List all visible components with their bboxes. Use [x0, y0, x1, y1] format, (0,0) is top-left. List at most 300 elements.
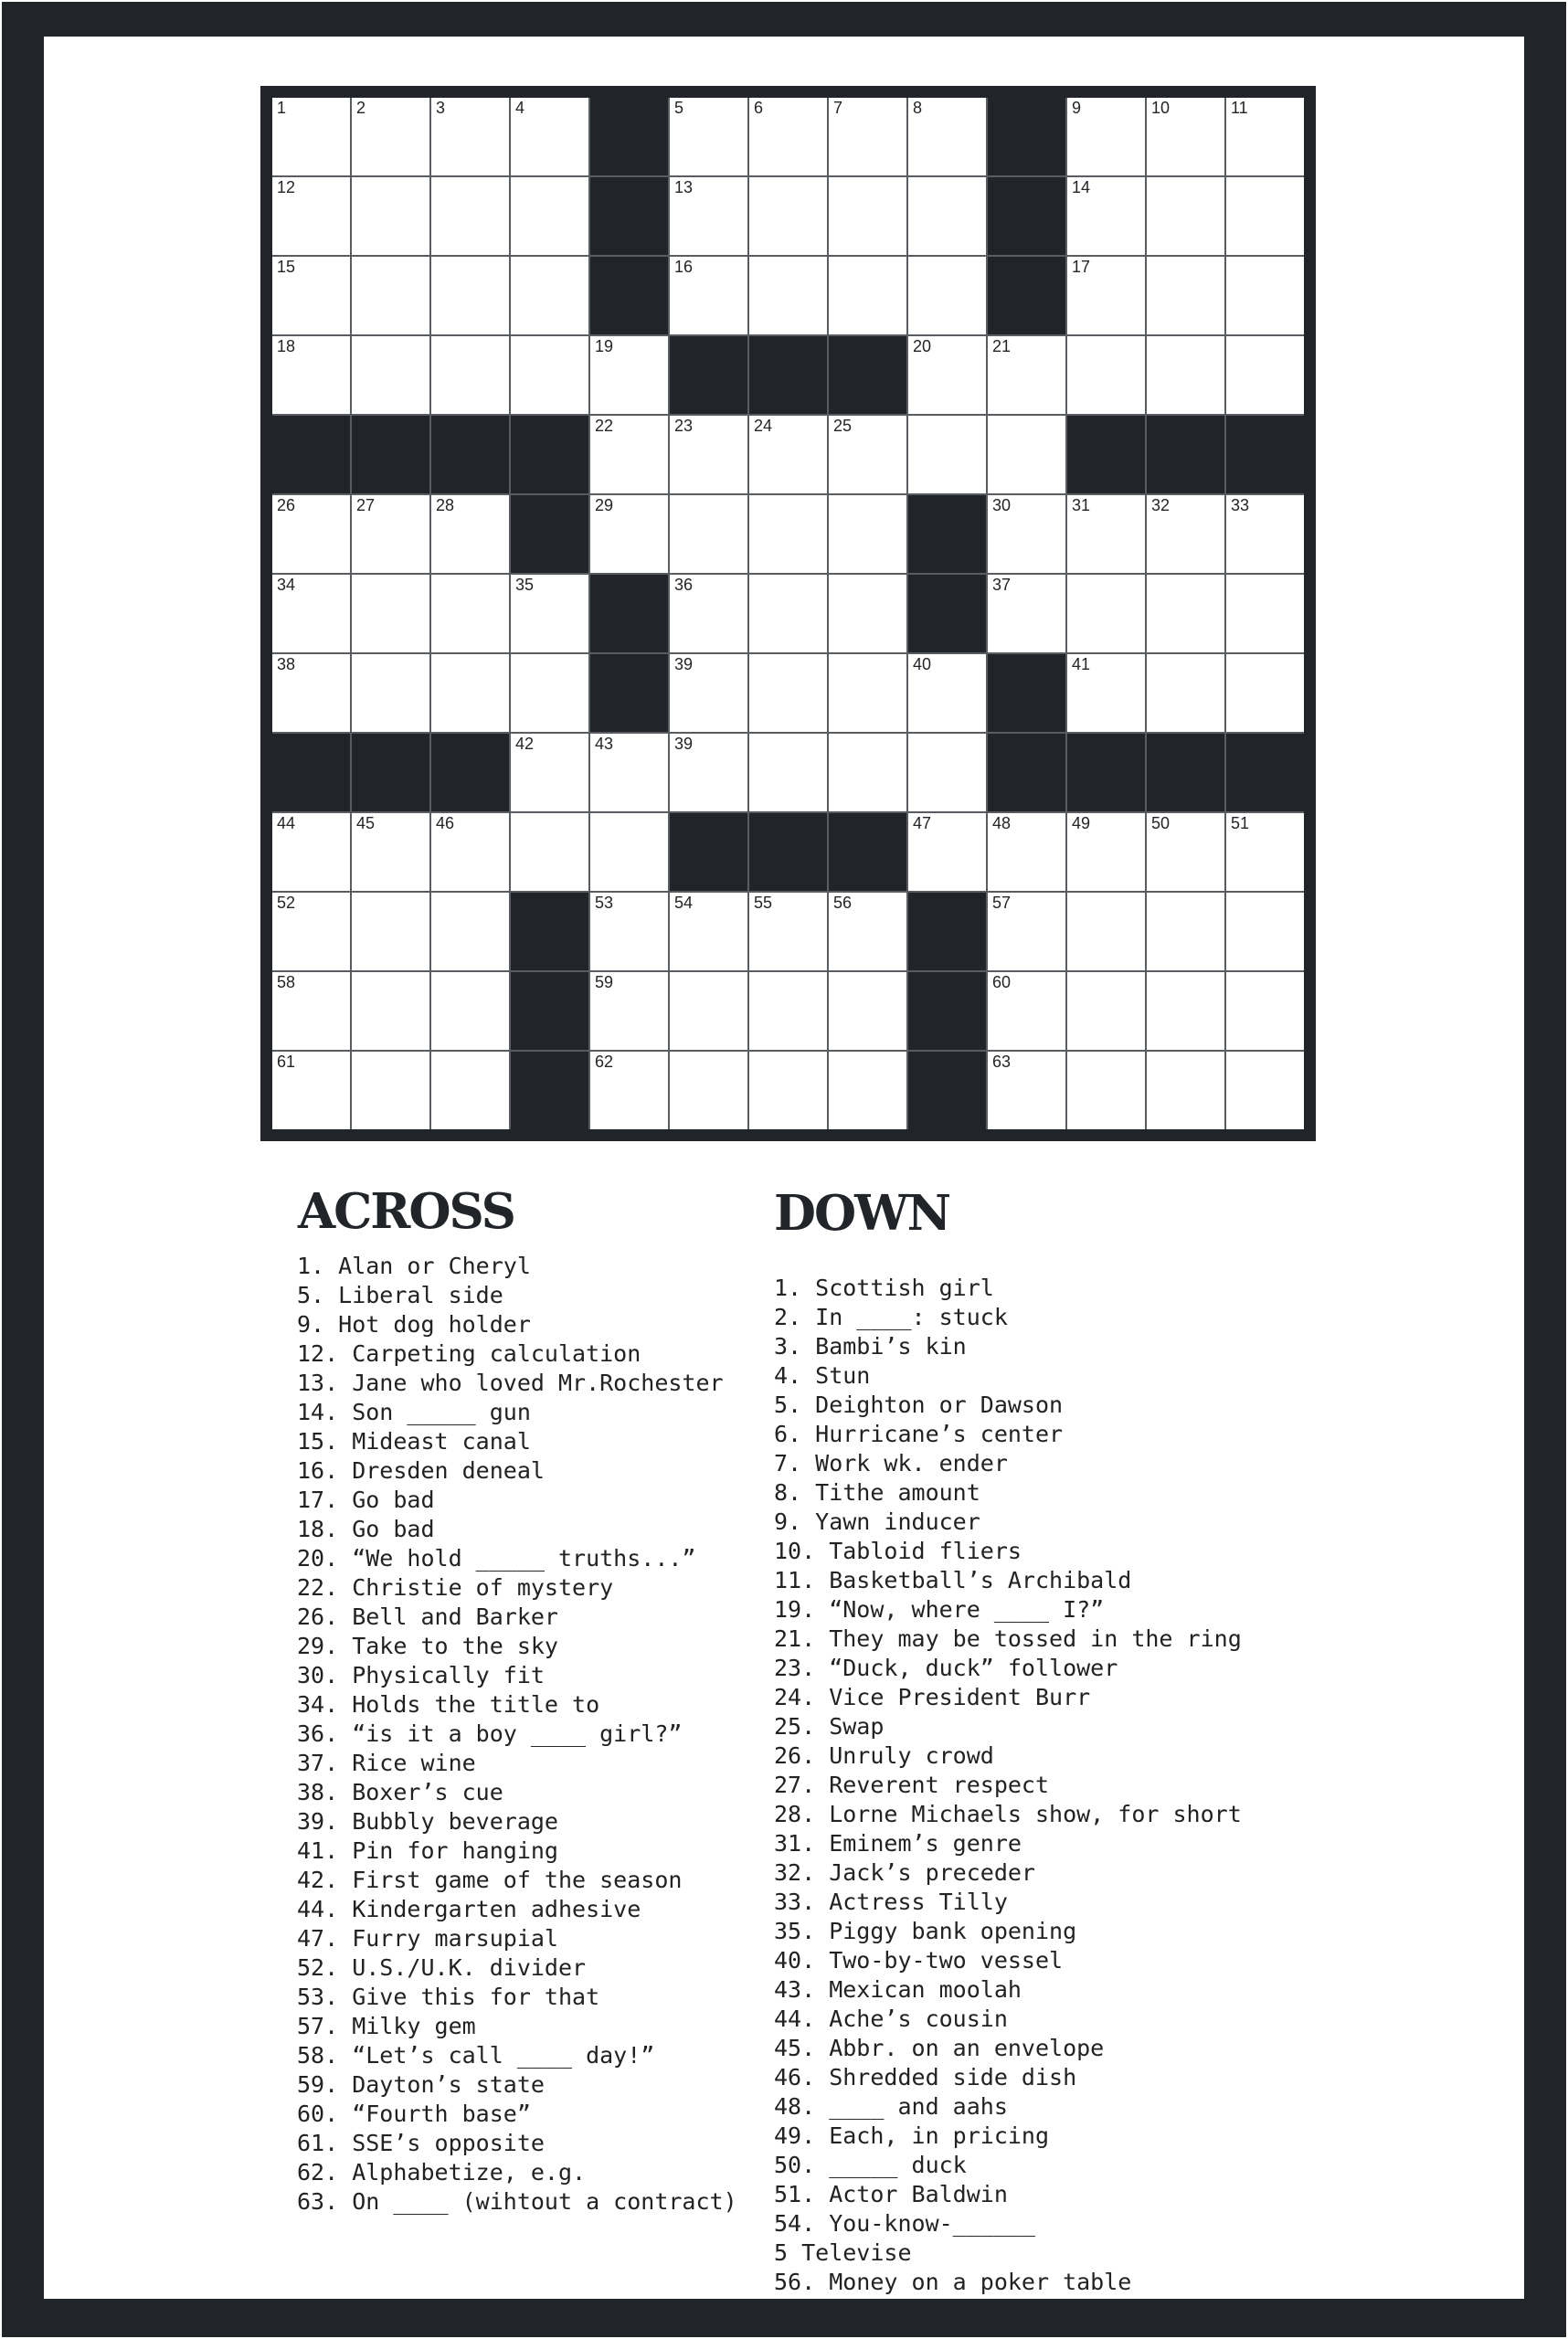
clue-line: 12. Carpeting calculation [297, 1340, 641, 1367]
grid-cell[interactable] [829, 495, 906, 573]
cell-number: 57 [992, 894, 1012, 912]
cell-number: 29 [595, 496, 614, 514]
cell-number: 59 [595, 973, 614, 991]
grid-cell[interactable] [1226, 336, 1304, 414]
grid-cell[interactable] [829, 1052, 906, 1129]
cell-number: 20 [913, 337, 932, 355]
grid-cell[interactable] [352, 893, 429, 970]
grid-cell[interactable] [590, 893, 668, 970]
grid-cell[interactable] [352, 495, 429, 573]
cell-number: 15 [277, 258, 296, 276]
clue-line: 25. Swap [774, 1713, 885, 1740]
clue-line: 5 Televise [774, 2239, 912, 2266]
black-cell [908, 972, 986, 1050]
grid-cell[interactable] [1147, 813, 1224, 891]
black-cell [590, 98, 668, 175]
down-title: DOWN [774, 1185, 950, 1242]
grid-cell[interactable] [272, 98, 350, 175]
cell-number: 54 [674, 894, 694, 912]
grid-cell[interactable] [829, 257, 906, 334]
grid-cell[interactable] [1226, 813, 1304, 891]
grid-cell[interactable] [670, 416, 747, 493]
clue-line: 34. Holds the title to [297, 1691, 600, 1718]
grid-cell[interactable] [749, 1052, 827, 1129]
cell-number: 38 [277, 655, 296, 673]
clue-line: 61. SSE’s opposite [297, 2130, 545, 2156]
clue-line: 2. In ____: stuck [774, 1304, 1008, 1330]
grid-cell[interactable] [431, 177, 509, 255]
grid-cell[interactable] [1226, 972, 1304, 1050]
cell-number: 23 [674, 417, 694, 435]
cell-number: 12 [277, 178, 296, 196]
clue-line: 54. You-know-______ [774, 2210, 1035, 2237]
grid-cell[interactable] [749, 972, 827, 1050]
clue-line: 32. Jack’s preceder [774, 1859, 1035, 1886]
grid-cell[interactable] [1226, 177, 1304, 255]
grid-cell[interactable] [431, 1052, 509, 1129]
black-cell [1067, 416, 1145, 493]
grid-cell[interactable] [272, 654, 350, 732]
grid-cell[interactable] [670, 98, 747, 175]
grid-cell[interactable] [1147, 972, 1224, 1050]
cell-number: 49 [1072, 814, 1091, 832]
cell-number: 10 [1151, 99, 1171, 117]
clue-line: 19. “Now, where ____ I?” [774, 1596, 1105, 1623]
grid-cell[interactable] [1067, 98, 1145, 175]
grid-cell[interactable] [670, 654, 747, 732]
grid-cell[interactable] [829, 893, 906, 970]
grid-cell[interactable] [1147, 1052, 1224, 1129]
black-cell [829, 336, 906, 414]
grid-cell[interactable] [1226, 575, 1304, 652]
cell-number: 60 [992, 973, 1012, 991]
black-cell [511, 893, 588, 970]
grid-cell[interactable] [352, 1052, 429, 1129]
grid-cell[interactable] [829, 98, 906, 175]
black-cell [590, 575, 668, 652]
grid-cell[interactable] [988, 813, 1065, 891]
grid-cell[interactable] [431, 336, 509, 414]
cell-number: 4 [515, 99, 525, 117]
clue-line: 52. U.S./U.K. divider [297, 1954, 587, 1981]
clue-line: 1. Scottish girl [774, 1275, 994, 1301]
cell-number: 14 [1072, 178, 1091, 196]
cell-number: 11 [1231, 99, 1248, 117]
grid-cell[interactable] [1067, 336, 1145, 414]
grid-cell[interactable] [988, 495, 1065, 573]
grid-cell[interactable] [749, 495, 827, 573]
grid-cell[interactable] [1226, 495, 1304, 573]
cell-number: 51 [1231, 814, 1250, 832]
cell-number: 45 [356, 814, 376, 832]
grid-cell[interactable] [908, 734, 986, 811]
grid-cell[interactable] [511, 734, 588, 811]
clue-line: 21. They may be tossed in the ring [774, 1625, 1242, 1652]
clue-line: 22. Christie of mystery [297, 1574, 614, 1601]
cell-number: 28 [436, 496, 455, 514]
clue-line: 51. Actor Baldwin [774, 2181, 1008, 2207]
cell-number: 40 [913, 655, 932, 673]
grid-cell[interactable] [272, 972, 350, 1050]
grid-cell[interactable] [749, 734, 827, 811]
grid-cell[interactable] [1067, 813, 1145, 891]
clue-line: 57. Milky gem [297, 2013, 476, 2039]
grid-cell[interactable] [670, 177, 747, 255]
grid-cell[interactable] [431, 575, 509, 652]
black-cell [590, 654, 668, 732]
grid-cell[interactable] [908, 416, 986, 493]
grid-cell[interactable] [829, 575, 906, 652]
cell-number: 32 [1151, 496, 1171, 514]
grid-cell[interactable] [829, 177, 906, 255]
clue-line: 7. Work wk. ender [774, 1450, 1008, 1476]
cell-number: 34 [277, 576, 296, 594]
grid-cell[interactable] [988, 575, 1065, 652]
clue-line: 8. Tithe amount [774, 1479, 980, 1506]
black-cell [511, 972, 588, 1050]
grid-cell[interactable] [1226, 1052, 1304, 1129]
cell-number: 31 [1072, 496, 1091, 514]
clue-line: 47. Furry marsupial [297, 1925, 558, 1952]
grid-cell[interactable] [1226, 654, 1304, 732]
grid-cell[interactable] [272, 177, 350, 255]
black-cell [1226, 416, 1304, 493]
grid-cell[interactable] [749, 575, 827, 652]
grid-cell[interactable] [352, 177, 429, 255]
grid-cell[interactable] [908, 336, 986, 414]
grid-cell[interactable] [749, 257, 827, 334]
grid-cell[interactable] [272, 495, 350, 573]
clue-line: 46. Shredded side dish [774, 2064, 1077, 2090]
clue-line: 63. On ____ (wihtout a contract) [297, 2188, 737, 2215]
grid-cell[interactable] [431, 654, 509, 732]
clue-line: 1. Alan or Cheryl [297, 1253, 531, 1279]
grid-cell[interactable] [829, 734, 906, 811]
across-title: ACROSS [298, 1183, 514, 1240]
cell-number: 56 [833, 894, 853, 912]
crossword-grid-cells [272, 98, 1304, 1129]
grid-cell[interactable] [352, 575, 429, 652]
black-cell [988, 98, 1065, 175]
grid-cell[interactable] [749, 416, 827, 493]
grid-cell[interactable] [272, 813, 350, 891]
clue-line: 4. Stun [774, 1362, 871, 1389]
grid-cell[interactable] [908, 98, 986, 175]
cell-number: 1 [277, 99, 287, 117]
grid-cell[interactable] [272, 1052, 350, 1129]
clue-line: 33. Actress Tilly [774, 1889, 1008, 1915]
black-cell [1226, 734, 1304, 811]
grid-cell[interactable] [431, 495, 509, 573]
black-cell [988, 654, 1065, 732]
clue-line: 37. Rice wine [297, 1750, 476, 1776]
clue-line: 58. “Let’s call ____ day!” [297, 2042, 655, 2069]
cell-number: 30 [992, 496, 1012, 514]
grid-cell[interactable] [1147, 98, 1224, 175]
clue-line: 53. Give this for that [297, 1984, 600, 2010]
grid-cell[interactable] [1067, 893, 1145, 970]
black-cell [988, 177, 1065, 255]
grid-cell[interactable] [749, 893, 827, 970]
black-cell [272, 416, 350, 493]
grid-cell[interactable] [590, 495, 668, 573]
grid-cell[interactable] [511, 336, 588, 414]
clue-line: 62. Alphabetize, e.g. [297, 2159, 587, 2186]
clue-line: 24. Vice President Burr [774, 1684, 1091, 1710]
black-cell [670, 336, 747, 414]
clue-line: 44. Ache’s cousin [774, 2006, 1008, 2032]
grid-cell[interactable] [1226, 257, 1304, 334]
cell-number: 3 [436, 99, 446, 117]
grid-cell[interactable] [670, 893, 747, 970]
clue-line: 29. Take to the sky [297, 1633, 558, 1659]
black-cell [352, 734, 429, 811]
grid-cell[interactable] [511, 654, 588, 732]
grid-cell[interactable] [511, 98, 588, 175]
cell-number: 8 [913, 99, 923, 117]
grid-cell[interactable] [511, 575, 588, 652]
clue-line: 50. _____ duck [774, 2152, 967, 2178]
clue-line: 43. Mexican moolah [774, 1976, 1022, 2003]
clue-line: 44. Kindergarten adhesive [297, 1896, 641, 1922]
clue-line: 20. “We hold _____ truths...” [297, 1545, 696, 1572]
cell-number: 53 [595, 894, 614, 912]
clue-line: 28. Lorne Michaels show, for short [774, 1801, 1242, 1827]
grid-cell[interactable] [1147, 336, 1224, 414]
clue-line: 13. Jane who loved Mr.Rochester [297, 1370, 724, 1396]
crossword-grid [260, 86, 1316, 1141]
clue-line: 30. Physically fit [297, 1662, 545, 1688]
cell-number: 44 [277, 814, 296, 832]
cell-number: 39 [674, 655, 694, 673]
grid-cell[interactable] [988, 336, 1065, 414]
grid-cell[interactable] [1067, 972, 1145, 1050]
clue-line: 23. “Duck, duck” follower [774, 1655, 1118, 1681]
clue-line: 40. Two-by-two vessel [774, 1947, 1064, 1974]
cell-number: 7 [833, 99, 843, 117]
grid-cell[interactable] [1067, 495, 1145, 573]
cell-number: 48 [992, 814, 1012, 832]
cell-number: 22 [595, 417, 614, 435]
grid-cell[interactable] [670, 257, 747, 334]
across-list [297, 1252, 737, 2217]
clue-line: 3. Bambi’s kin [774, 1333, 967, 1360]
cell-number: 58 [277, 973, 296, 991]
black-cell [352, 416, 429, 493]
grid-cell[interactable] [1067, 575, 1145, 652]
black-cell [988, 257, 1065, 334]
grid-cell[interactable] [749, 177, 827, 255]
black-cell [511, 1052, 588, 1129]
grid-cell[interactable] [908, 257, 986, 334]
cell-number: 50 [1151, 814, 1171, 832]
grid-cell[interactable] [988, 1052, 1065, 1129]
grid-cell[interactable] [1147, 575, 1224, 652]
grid-cell[interactable] [431, 893, 509, 970]
grid-cell[interactable] [829, 416, 906, 493]
clue-line: 56. Money on a poker table [774, 2269, 1132, 2295]
cell-number: 27 [356, 496, 376, 514]
clue-line: 31. Eminem’s genre [774, 1830, 1022, 1857]
clue-line: 18. Go bad [297, 1516, 435, 1542]
grid-cell[interactable] [670, 575, 747, 652]
clue-line: 38. Boxer’s cue [297, 1779, 503, 1805]
grid-cell[interactable] [272, 257, 350, 334]
grid-cell[interactable] [1147, 495, 1224, 573]
cell-number: 17 [1072, 258, 1091, 276]
grid-cell[interactable] [1067, 654, 1145, 732]
grid-cell[interactable] [1067, 177, 1145, 255]
black-cell [590, 257, 668, 334]
cell-number: 18 [277, 337, 296, 355]
grid-cell[interactable] [511, 813, 588, 891]
grid-cell[interactable] [749, 654, 827, 732]
cell-number: 35 [515, 576, 535, 594]
grid-cell[interactable] [272, 893, 350, 970]
grid-cell[interactable] [1067, 257, 1145, 334]
clue-line: 49. Each, in pricing [774, 2122, 1050, 2149]
cell-number: 2 [356, 99, 366, 117]
cell-number: 37 [992, 576, 1012, 594]
black-cell [511, 416, 588, 493]
grid-cell[interactable] [908, 813, 986, 891]
cell-number: 42 [515, 735, 535, 753]
grid-cell[interactable] [829, 972, 906, 1050]
cell-number: 24 [754, 417, 773, 435]
cell-number: 47 [913, 814, 932, 832]
grid-cell[interactable] [590, 813, 668, 891]
grid-cell[interactable] [749, 98, 827, 175]
clue-line: 5. Deighton or Dawson [774, 1392, 1064, 1418]
clue-line: 27. Reverent respect [774, 1772, 1050, 1798]
grid-cell[interactable] [1226, 893, 1304, 970]
grid-cell[interactable] [590, 1052, 668, 1129]
grid-cell[interactable] [511, 257, 588, 334]
cell-number: 19 [595, 337, 614, 355]
grid-cell[interactable] [1226, 98, 1304, 175]
grid-cell[interactable] [1147, 257, 1224, 334]
clue-line: 36. “is it a boy ____ girl?” [297, 1720, 683, 1747]
grid-cell[interactable] [988, 893, 1065, 970]
grid-cell[interactable] [272, 336, 350, 414]
grid-cell[interactable] [511, 177, 588, 255]
down-list [774, 1274, 1242, 2297]
clue-line: 16. Dresden deneal [297, 1457, 545, 1484]
clue-line: 11. Basketball’s Archibald [774, 1567, 1132, 1593]
cell-number: 9 [1072, 99, 1082, 117]
cell-number: 36 [674, 576, 694, 594]
grid-cell[interactable] [1147, 893, 1224, 970]
grid-cell[interactable] [1067, 1052, 1145, 1129]
black-cell [431, 416, 509, 493]
grid-cell[interactable] [908, 654, 986, 732]
black-cell [908, 575, 986, 652]
grid-cell[interactable] [590, 734, 668, 811]
grid-cell[interactable] [352, 813, 429, 891]
grid-cell[interactable] [431, 257, 509, 334]
clue-line: 10. Tabloid fliers [774, 1538, 1022, 1564]
clue-line: 26. Unruly crowd [774, 1742, 994, 1769]
grid-cell[interactable] [590, 972, 668, 1050]
grid-cell[interactable] [670, 972, 747, 1050]
cell-number: 21 [992, 337, 1012, 355]
cell-number: 16 [674, 258, 694, 276]
black-cell [670, 813, 747, 891]
cell-number: 61 [277, 1053, 296, 1071]
cell-number: 52 [277, 894, 296, 912]
cell-number: 39 [674, 735, 694, 753]
black-cell [908, 495, 986, 573]
cell-number: 13 [674, 178, 694, 196]
grid-cell[interactable] [590, 336, 668, 414]
grid-cell[interactable] [1147, 177, 1224, 255]
black-cell [908, 1052, 986, 1129]
black-cell [829, 813, 906, 891]
grid-cell[interactable] [352, 654, 429, 732]
grid-cell[interactable] [431, 813, 509, 891]
grid-cell[interactable] [908, 177, 986, 255]
black-cell [1147, 734, 1224, 811]
black-cell [749, 813, 827, 891]
grid-cell[interactable] [670, 495, 747, 573]
black-cell [908, 893, 986, 970]
cell-number: 55 [754, 894, 773, 912]
black-cell [511, 495, 588, 573]
cell-number: 63 [992, 1053, 1012, 1071]
clue-line: 6. Hurricane’s center [774, 1421, 1064, 1447]
grid-cell[interactable] [1147, 654, 1224, 732]
clue-line: 42. First game of the season [297, 1867, 683, 1893]
black-cell [1147, 416, 1224, 493]
clue-line: 39. Bubbly beverage [297, 1808, 558, 1835]
grid-cell[interactable] [431, 98, 509, 175]
grid-cell[interactable] [988, 416, 1065, 493]
clue-line: 60. “Fourth base” [297, 2101, 531, 2127]
clue-line: 5. Liberal side [297, 1282, 503, 1308]
black-cell [988, 734, 1065, 811]
grid-cell[interactable] [590, 416, 668, 493]
grid-cell[interactable] [352, 98, 429, 175]
grid-cell[interactable] [829, 654, 906, 732]
cell-number: 41 [1072, 655, 1091, 673]
grid-cell[interactable] [670, 734, 747, 811]
clue-line: 17. Go bad [297, 1487, 435, 1513]
grid-cell[interactable] [352, 972, 429, 1050]
clue-line: 9. Hot dog holder [297, 1311, 531, 1338]
clue-line: 48. ____ and aahs [774, 2093, 1008, 2120]
grid-cell[interactable] [988, 972, 1065, 1050]
cell-number: 46 [436, 814, 455, 832]
grid-cell[interactable] [272, 575, 350, 652]
black-cell [590, 177, 668, 255]
grid-cell[interactable] [431, 972, 509, 1050]
black-cell [749, 336, 827, 414]
grid-cell[interactable] [670, 1052, 747, 1129]
black-cell [1067, 734, 1145, 811]
cell-number: 26 [277, 496, 296, 514]
cell-number: 43 [595, 735, 614, 753]
grid-cell[interactable] [352, 257, 429, 334]
clue-line: 26. Bell and Barker [297, 1603, 558, 1630]
clue-line: 45. Abbr. on an envelope [774, 2035, 1105, 2061]
clue-line: 41. Pin for hanging [297, 1837, 558, 1864]
clue-line: 9. Yawn inducer [774, 1508, 980, 1535]
clue-line: 59. Dayton’s state [297, 2071, 545, 2098]
grid-cell[interactable] [352, 336, 429, 414]
clue-line: 35. Piggy bank opening [774, 1918, 1077, 1944]
cell-number: 5 [674, 99, 684, 117]
black-cell [431, 734, 509, 811]
